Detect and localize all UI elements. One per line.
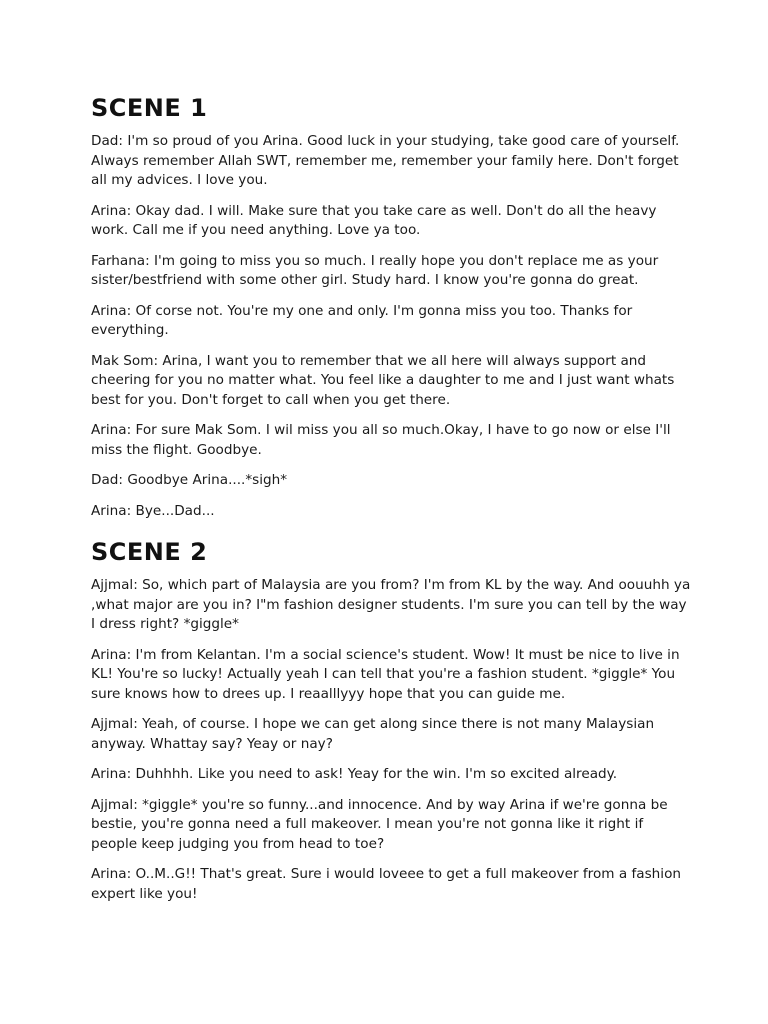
dialogue-line: Dad: I'm so proud of you Arina. Good luck in your studying, take good care of yourself. Always remember Allah SWT, remember me, remember your family here. Don't forget all my advices. I love you. (91, 133, 680, 188)
scene-1-section (91, 88, 691, 521)
dialogue-line: Ajjmal: *giggle* you're so funny...and innocence. And by way Arina if we're gonna be bestie, you're gonna need a full makeover. I mean you're not gonna like it right if people keep judging you from head to toe? (91, 796, 668, 852)
dialogue-line: Arina: For sure Mak Som. I wil miss you all so much.Okay, I have to go now or else I'll miss the flight. Goodbye. (91, 422, 671, 458)
dialogue-line: Ajjmal: Yeah, of course. I hope we can get along since there is not many Malaysian anyway. Whattay say? Yeay or nay? (91, 716, 655, 752)
dialogue-line: Ajjmal: So, which part of Malaysia are you from? I'm from KL by the way. And oouuhh ya ,what major are you in? I"m fashion designer students. I'm sure you can tell by the way I dress right? *giggle* (91, 577, 691, 632)
dialogue-line: Dad: Goodbye Arina....*sigh* (91, 472, 288, 488)
dialogue-line: Arina: Duhhhh. Like you need to ask! Yeay for the win. I'm so excited already. (91, 766, 618, 782)
dialogue-line: Farhana: I'm going to miss you so much. I really hope you don't replace me as your sister/bestfriend with some other girl. Study hard. I know you're gonna do great. (91, 252, 659, 288)
document-page (91, 88, 691, 915)
dialogue-line: Arina: Bye...Dad... (91, 502, 215, 519)
dialogue-line: Arina: Okay dad. I will. Make sure that you take care as well. Don't do all the heavy work. Call me if you need anything. Love ya too. (91, 202, 657, 238)
dialogue-line: Arina: O..M..G!! That's great. Sure i would loveee to get a full makeover from a fashion expert like you! (91, 866, 681, 902)
dialogue-line: Arina: I'm from Kelantan. I'm a social science's student. Wow! It must be nice to live in KL! You're so lucky! Actually yeah I can tell that you're a fashion student. *giggle* You sure knows how to drees up. I reaalllyyy hope that you can guide me. (91, 646, 680, 702)
dialogue-line: Arina: Of corse not. You're my one and only. I'm gonna miss you too. Thanks for everything. (91, 302, 633, 338)
dialogue-line: Mak Som: Arina, I want you to remember that we all here will always support and cheering for you no matter what. You feel like a daughter to me and I just want whats best for you. Don't forget to call when you get there. (91, 352, 675, 408)
scene-1-heading: SCENE 1 (91, 94, 208, 122)
scene-2-section (91, 532, 691, 904)
scene-2-heading: SCENE 2 (91, 538, 208, 566)
